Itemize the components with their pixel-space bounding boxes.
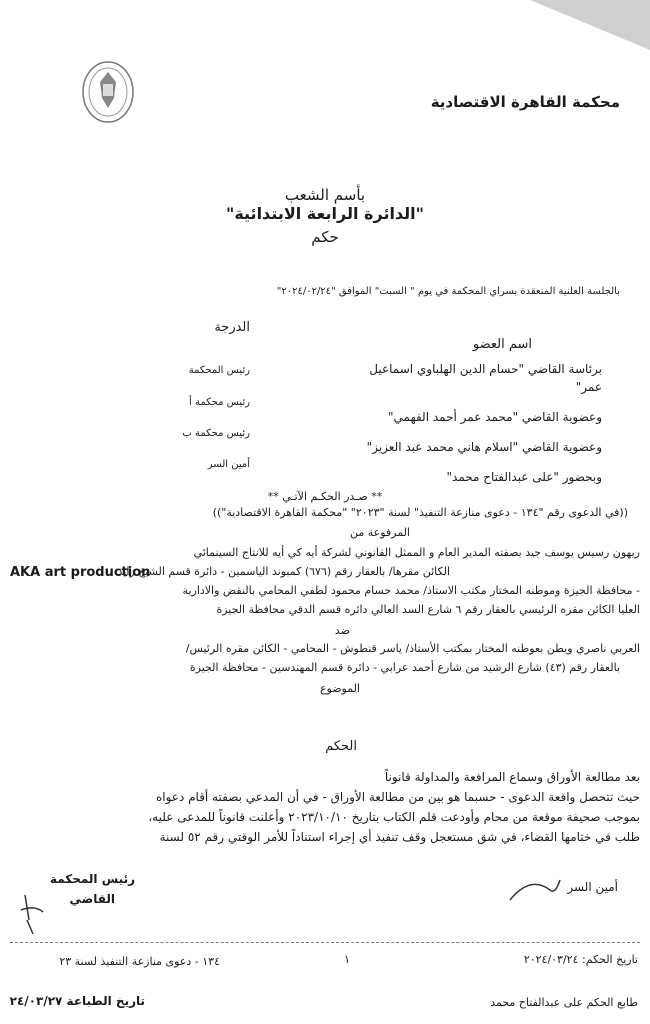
panel-degree-3: رئيس محكمة ب [182,428,250,439]
member-header: اسم العضو [472,337,532,352]
plaintiff-line-4: العليا الكائن مقره الرئيسي بالعقار رقم ٦ شارع السد العالي دائره قسم الدقي محافظة الجيزة [216,603,640,616]
court-emblem-icon [80,58,136,124]
printer-name: طابع الحكم على عبدالفتاح محمد [490,996,638,1009]
case-reference: ١٣٤ - دعوى منازعة التنفيذ لسنة ٢٣ [59,955,220,968]
ruling-line-2: حيث تتحصل واقعة الدعوى - حسبما هو بين من مطالعة الأوراق - في أن المدعي بصفته أقام دعواه [155,790,640,804]
panel-degree-4: أمين السر [207,459,250,470]
judge-title: القاضي [69,892,115,906]
plaintiff-company-latin: AKA art production [10,565,151,580]
filed-by: المرفوعة من [349,526,410,539]
defendant-line-2: بالعقار رقم (٤٣) شارع الرشيد من شارع أحمد عرابي - دائرة قسم المهندسين - محافظة الجيزة [189,661,620,674]
secretary-signature-icon [505,870,565,910]
panel-member-4: وبحضور "على عبدالفتاح محمد" [446,470,602,484]
judge-signature-icon [15,890,55,940]
president-title: رئيس المحكمة [49,872,135,886]
plaintiff-line-3: - محافظة الجيزة وموطنه المختار مكتب الاستاذ/ محمد حسام محمود لطفي المحامي بالنقض والادارية [182,584,640,597]
case-line: ((في الدعوى رقم "١٣٤ - دعوى منازعة التنفيذ" لسنة "٢٠٢٣" "محكمة القاهرة الاقتصادية")) [212,506,628,519]
session-line: بالجلسة العلنية المنعقدة بسراي المحكمة في يوم " السبت" الموافق "٢٠٢٤/٠٢/٢٤" [276,286,620,297]
title-circuit: "الدائرة الرابعة الابتدائية" [225,204,424,223]
ruling-date: تاريخ الحكم: ٢٠٢٤/٠٣/٢٤ [523,953,638,966]
defendant-line-1: العربي ناصري ويطن بعوطنه المختار بمكتب الأستاذ/ ياسر قنطوش - المحامي - الكائن مقره الرئيس/ [185,642,640,655]
ruling-line-1: بعد مطالعة الأوراق وسماع المرافعة والمداولة قانوناً [384,770,640,784]
verdict-issued: ** صـدر الحكـم الآتـي ** [267,490,383,503]
scan-corner-shadow [530,0,650,50]
plaintiff-line-2: الكائن مقرها/ بالعقار رقم (٦٧٦) كمبوند الياسمين - دائرة قسم الشيخ زايد [117,565,450,578]
panel-member-1: برئاسة القاضي "حسام الدين الهلباوي اسماعيل [369,362,602,376]
ruling-line-4: طلب في ختامها القضاء، في شق مستعجل وقف تنفيذ أي إجراء استناداً للأمر الوقتي رقم ٥٢ لسنة [159,830,640,844]
footer-divider [10,942,640,943]
court-name: محكمة القاهرة الاقتصادية [430,93,620,111]
panel-member-1-cont: عمر" [575,380,602,394]
plaintiff-line-1: ريهون رسيس يوسف جيد بصفته المدير العام و الممثل القانوني لشركة أيه كي أيه للانتاج السينمائي [193,546,640,559]
title-in-name-of-people: بأسم الشعب [284,186,366,204]
panel-member-3: وعضوية القاضي "اسلام هاني محمد عبد العزيز" [366,440,602,454]
degree-header: الدرجة [214,320,250,335]
ruling-line-3: بموجب صحيفة موقعة من محام وأودعت قلم الكتاب بتاريخ ٢٠٢٣/١٠/١٠ وأعلنت قانوناً للمدعى عليه، [148,810,640,824]
title-judgment: حكم [311,228,339,246]
ruling-title: الحكم [325,739,357,754]
against-label: ضد [334,624,350,637]
subject-label: الموضوع [319,682,360,695]
secretary-title: أمين السر [567,880,618,894]
panel-degree-2: رئيس محكمة أ [189,397,250,408]
panel-degree-1: رئيس المحكمة [188,365,250,376]
print-date: تاريخ الطباعة ٢٤/٠٣/٢٧ [9,994,145,1008]
panel-member-2: وعضوية القاضي "محمد عمر أحمد الفهمي" [387,410,602,424]
page-number: ١ [344,953,350,966]
